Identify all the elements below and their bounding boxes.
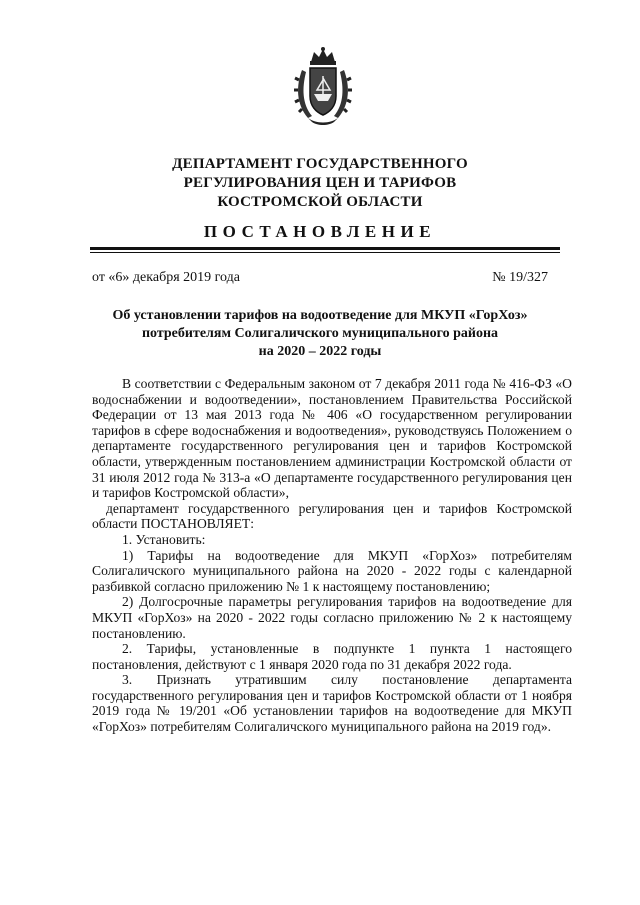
paragraph-resolves: департамент государственного регулирования цен и тарифов Костромской области ПОСТАНОВЛЯЕТ: xyxy=(92,500,572,532)
document-type: ПОСТАНОВЛЕНИЕ xyxy=(203,222,437,241)
paragraph-preamble: В соответствии с Федеральным законом от 7 декабря 2011 года № 416-ФЗ «О водоснабжении и водоотведении», постановлением Правительства Российской Федерации от 13 мая 2013 года № 406 «О государственном регулировании тарифов в сфере водоснабжения и водоотведения», руководствуясь Положением о департаменте государственного регулирования цен и тарифов Костромской области, утвержденным постановлением администрации Костромской области от 31 июля 2012 года № 313-а «О департаменте государственного регулирования цен и тарифов Костромской области», xyxy=(92,376,572,501)
document-body xyxy=(92,376,572,735)
department-name xyxy=(80,155,560,212)
department-line-1: ДЕПАРТАМЕНТ ГОСУДАРСТВЕННОГО xyxy=(172,156,468,172)
header-rule-thick xyxy=(90,247,560,250)
title-line-1: Об установлении тарифов на водоотведение для МКУП «ГорХоз» xyxy=(112,308,528,323)
paragraph-item-2: 2. Тарифы, установленные в подпункте 1 пункта 1 настоящего постановления, действуют с 1 января 2020 года по 31 декабря 2022 года. xyxy=(92,641,572,672)
document-title xyxy=(92,307,548,361)
coat-of-arms-emblem-icon xyxy=(294,46,352,128)
paragraph-item-1: 1. Установить: xyxy=(122,531,206,547)
title-line-2: потребителям Солигаличского муниципального района xyxy=(141,326,499,341)
document-number: № 19/327 xyxy=(492,270,548,285)
department-line-2: РЕГУЛИРОВАНИЯ ЦЕН И ТАРИФОВ xyxy=(183,175,457,191)
header-rule-thin xyxy=(90,252,560,253)
department-line-3: КОСТРОМСКОЙ ОБЛАСТИ xyxy=(217,194,423,210)
document-date: от «6» декабря 2019 года xyxy=(92,270,240,285)
title-line-3: на 2020 – 2022 годы xyxy=(258,344,382,359)
paragraph-subitem-2: 2) Долгосрочные параметры регулирования тарифов на водоотведение для МКУП «ГорХоз» на 2020 - 2022 годы согласно приложению № 2 к настоящему постановлению. xyxy=(92,594,572,641)
paragraph-subitem-1: 1) Тарифы на водоотведение для МКУП «ГорХоз» потребителям Солигаличского муниципального района на 2020 - 2022 годы с календарной разбивкой согласно приложению № 1 к настоящему постановлению; xyxy=(92,547,572,594)
paragraph-item-3: 3. Признать утратившим силу постановление департамента государственного регулирования цен и тарифов Костромской области от 1 ноября 2019 года № 19/201 «Об установлении тарифов на водоотведение для МКУП «ГорХоз» потребителям Солигаличского муниципального района на 2019 год». xyxy=(92,672,572,735)
